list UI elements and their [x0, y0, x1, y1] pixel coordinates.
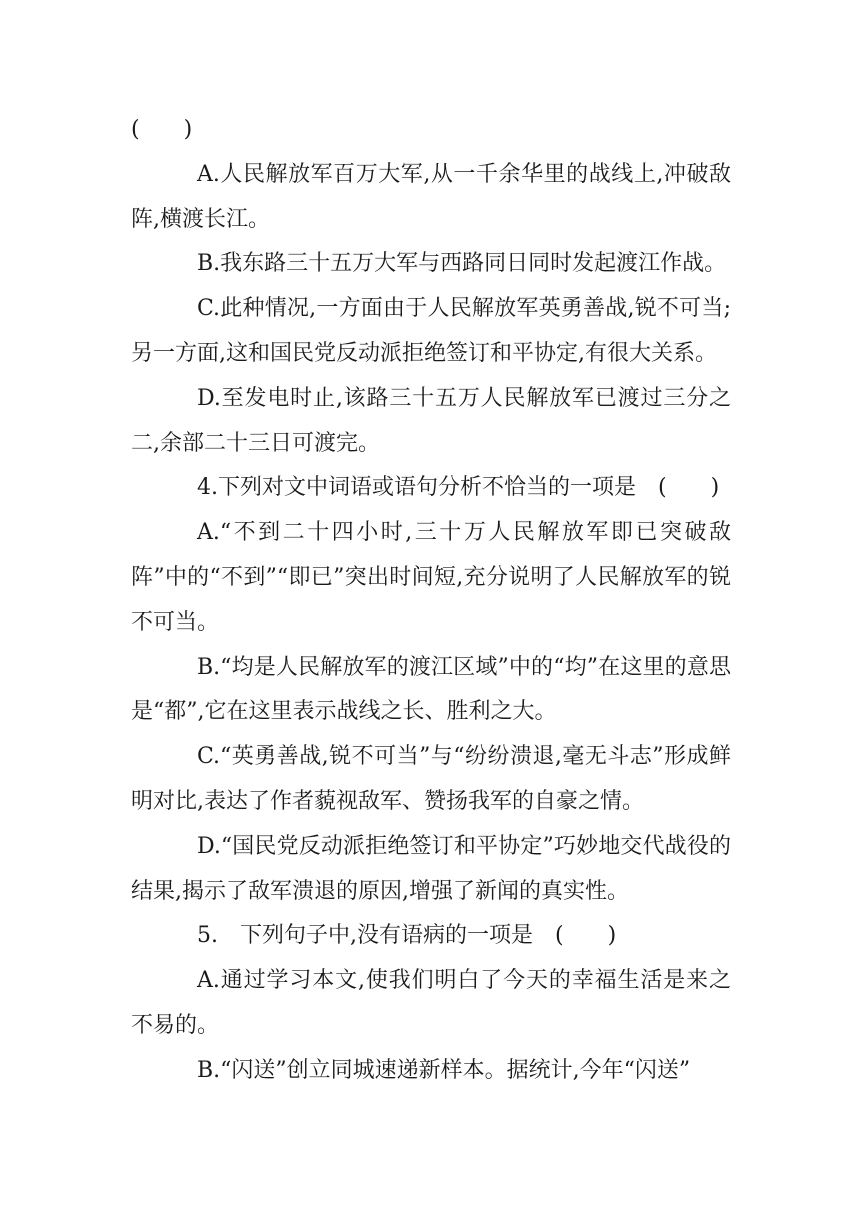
q5-option-a: A.通过学习本文,使我们明白了今天的幸福生活是来之不易的。: [131, 968, 731, 1038]
document-body: [131, 108, 731, 1094]
q3-option-b: B.我东路三十五万大军与西路同日同时发起渡江作战。: [197, 251, 727, 277]
q3-option-a: A.人民解放军百万大军,从一千余华里的战线上,冲破敌阵,横渡长江。: [131, 161, 731, 232]
answer-bracket: ( ): [131, 117, 193, 142]
q5-option-b: B.“闪送”创立同城速递新样本。据统计,今年“闪送”: [197, 1057, 691, 1083]
q4-option-c: C.“英勇善战,锐不可当”与“纷纷溃退,毫无斗志”形成鲜明对比,表达了作者藐视敌军、赞扬我军的自豪之情。: [131, 744, 731, 814]
q4-option-b: B.“均是人民解放军的渡江区域”中的“均”在这里的意思是“都”,它在这里表示战线之长、胜利之大。: [131, 654, 731, 725]
question-5: 5. 下列句子中,没有语病的一项是 ( ): [197, 923, 617, 949]
q3-option-c: C.此种情况,一方面由于人民解放军英勇善战,锐不可当;另一方面,这和国民党反动派拒绝签订和平协定,有很大关系。: [131, 296, 731, 366]
q3-option-d: D.至发电时止,该路三十五万人民解放军已渡过三分之二,余部二十三日可渡完。: [131, 385, 731, 456]
q4-option-d: D.“国民党反动派拒绝签订和平协定”巧妙地交代战役的结果,揭示了敌军溃退的原因,增强了新闻的真实性。: [131, 833, 731, 904]
q4-option-a: A.“不到二十四小时,三十万人民解放军即已突破敌阵”中的“不到”“即已”突出时间短,充分说明了人民解放军的锐不可当。: [131, 520, 731, 635]
question-4: 4.下列对文中词语或语句分析不恰当的一项是 ( ): [197, 475, 720, 501]
